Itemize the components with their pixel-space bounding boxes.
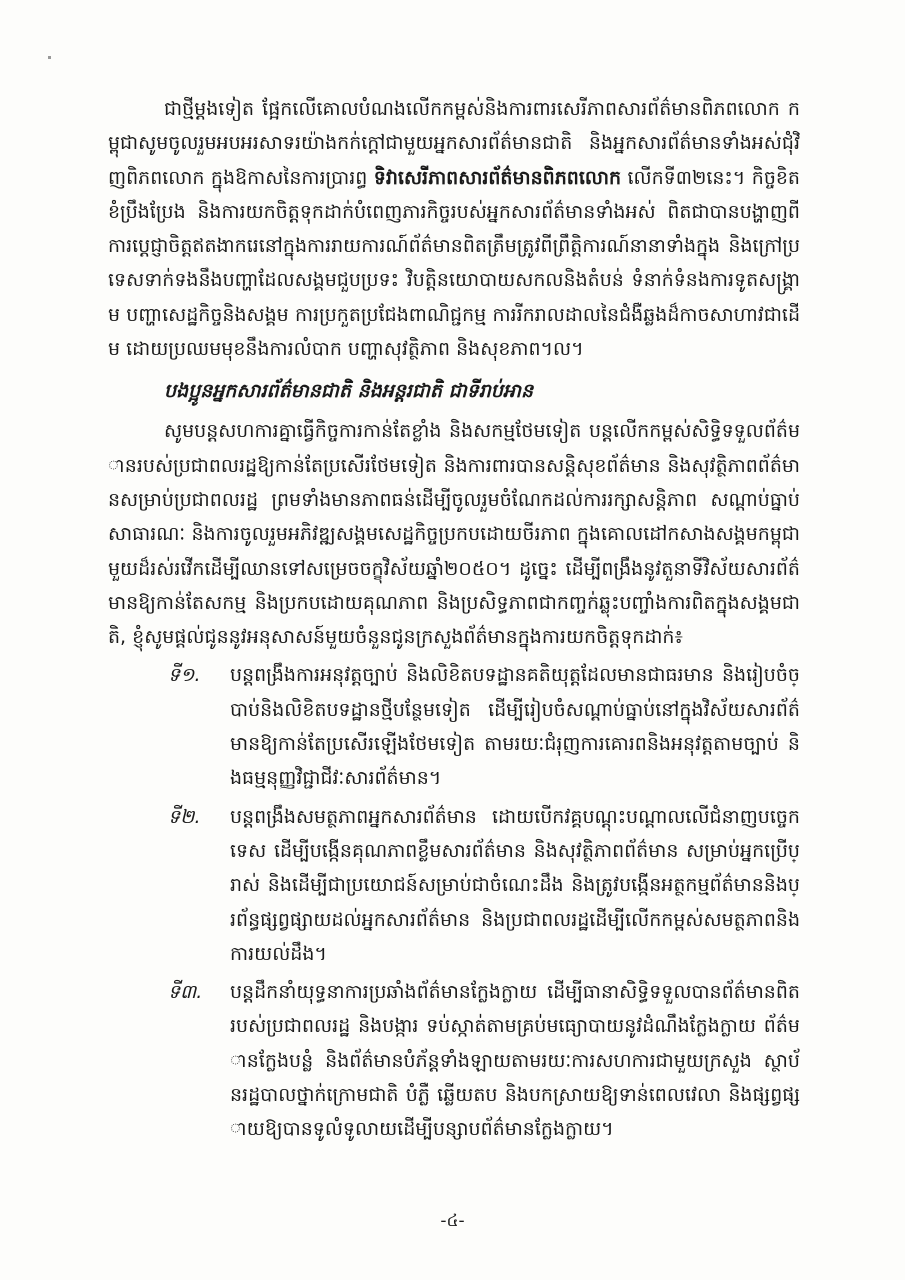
recommendation-item-2	[108, 800, 800, 971]
paragraph-intro-bold: ទិវាសេរីភាពសារព័ត៌មានពិភពលោក	[373, 166, 622, 189]
recommendation-text: បន្តពង្រឹងការអនុវត្តច្បាប់ និងលិខិតបទដ្ឋានគតិយុត្តដែលមានជាធរមាន និងរៀបចំច្បាប់និងលិខិតបទដ្ឋានថ្មីបន្ថែមទៀត ដើម្បីរៀបចំសណ្ដាប់ធ្នាប់នៅក្នុងវិស័យសារព័ត៌មានឱ្យកាន់តែប្រសើរឡើងថែមទៀត តាមរយៈជំរុញការគោរពនិងអនុវត្តតាមច្បាប់ និងធម្មនុញ្ញវិជ្ជាជីវៈសារព័ត៌មាន។	[230, 664, 800, 790]
scan-speck	[48, 56, 51, 59]
recommendation-text: បន្តដឹកនាំយុទ្ធនាការប្រឆាំងព័ត៌មានក្លែងក្លាយ ដើម្បីធានាសិទ្ធិទទួលបានព័ត៌មានពិតរបស់ប្រជាពលរដ្ឋ និងបង្ការ ទប់ស្កាត់តាមគ្រប់មធ្យោបាយនូវដំណឹងក្លែងក្លាយ ព័ត៌មានក្លែងបន្លំ និងព័ត៌មានបំភ័ន្តទាំងឡាយតាមរយៈការសហការជាមួយក្រសួង ស្ថាប័នរដ្ឋបាលថ្នាក់ក្រោមជាតិ បំភ្លឺ ឆ្លើយតប និងបកស្រាយឱ្យទាន់ពេលវេលា និងផ្សព្វផ្សាយឱ្យបានទូលំទូលាយដើម្បីបន្សាបព័ត៌មានក្លែងក្លាយ។	[230, 981, 800, 1141]
section-heading: បងប្អូនអ្នកសារព័ត៌មានជាតិ និងអន្តរជាតិ ជាទីរាប់អាន	[164, 380, 534, 403]
recommendation-text: បន្តពង្រឹងសមត្ថភាពអ្នកសារព័ត៌មាន ដោយបើកវគ្គបណ្ដុះបណ្ដាលលើជំនាញបច្ចេកទេស ដើម្បីបង្កើនគុណភាពខ្លឹមសារព័ត៌មាន និងសុវត្ថិភាពព័ត៌មាន សម្រាប់អ្នកប្រើប្រាស់ និងដើម្បីជាប្រយោជន៍សម្រាប់ជាចំណេះដឹង និងត្រូវបង្កើនអត្ថកម្មព័ត៌មាននិងប្រព័ន្ធផ្សព្វផ្សាយដល់អ្នកសារព័ត៌មាន និងប្រជាពលរដ្ឋដើម្បីលើកកម្ពស់សមត្ថភាពនិងការយល់ដឹង។	[230, 805, 800, 965]
paragraph-intro	[108, 92, 800, 366]
recommendation-item-3	[108, 975, 800, 1146]
document-body	[108, 92, 800, 1151]
recommendation-item-1	[108, 658, 800, 795]
recommendation-number: ទី៣.	[168, 981, 203, 1004]
recommendation-number: ទី១.	[168, 664, 201, 687]
paragraph-appeal: សូមបន្តសហការគ្នាធ្វើកិច្ចការកាន់តែខ្លាំង និងសកម្មថែមទៀត បន្តលើកកម្ពស់សិទ្ធិទទួលព័ត៌មានរបស់ប្រជាពលរដ្ឋឱ្យកាន់តែប្រសើរថែមទៀត និងការពារបានសន្តិសុខព័ត៌មាន និងសុវត្ថិភាពព័ត៌មានសម្រាប់ប្រជាពលរដ្ឋ ព្រមទាំងមានភាពធន់ដើម្បីចូលរួមចំណែកដល់ការរក្សាសន្តិភាព សណ្ដាប់ធ្នាប់សាធារណៈ និងការចូលរួមអភិវឌ្ឍសង្គមសេដ្ឋកិច្ចប្រកបដោយចីរភាព ក្នុងគោលដៅកសាងសង្គមកម្ពុជាមួយដ៏រស់រវើកដើម្បីឈានទៅសម្រេចចក្ខុវិស័យឆ្នាំ២០៥០។ ដូច្នេះ ដើម្បីពង្រឹងនូវតួនាទីវិស័យសារព័ត៌មានឱ្យកាន់តែសកម្ម និងប្រកបដោយគុណភាព និងប្រសិទ្ធភាពជាកញ្ចក់ឆ្លុះបញ្ចាំងការពិតក្នុងសង្គមជាតិ, ខ្ញុំសូមផ្ដល់ជូននូវអនុសាសន៍មួយចំនួនជូនក្រសួងព័ត៌មានក្នុងការយកចិត្តទុកដាក់៖	[108, 420, 800, 649]
paragraph-intro-part1: ជាថ្មីម្ដងទៀត ផ្អែកលើគោលបំណងលើកកម្ពស់និងការពារសេរីភាពសារព័ត៌មានពិភពលោក កម្ពុជាសូមចូលរួមអបអរសាទរយ៉ាងកក់ក្តៅជាមួយអ្នកសារព័ត៌មានជាតិ និងអ្នកសារព័ត៌មានទាំងអស់ជុំវិញពិភពលោក ក្នុងឱកាសនៃការប្រារព្ធ	[108, 98, 800, 189]
page-number: -៤-	[440, 1211, 465, 1231]
paragraph-intro-part2: លើកទី៣២នេះ។ កិច្ចខិតខំប្រឹងប្រែង និងការយកចិត្តទុកដាក់បំពេញភារកិច្ចរបស់អ្នកសារព័ត៌មានទាំងអស់ ពិតជាបានបង្ហាញពីការប្តេជ្ញាចិត្តឥតងាករេនៅក្នុងការរាយការណ៍ព័ត៌មានពិតត្រឹមត្រូវពីព្រឹត្តិការណ៍នានាទាំងក្នុង និងក្រៅប្រទេសទាក់ទងនឹងបញ្ហាដែលសង្គមជួបប្រទះ វិបត្តិនយោបាយសកលនិងតំបន់ ទំនាក់ទំនងការទូតសង្គ្រាម បញ្ហាសេដ្ឋកិច្ចនិងសង្គម ការប្រកួតប្រជែងពាណិជ្ជកម្ម ការរីករាលដាលនៃជំងឺឆ្លងដ៏កាចសាហាវជាដើម ដោយប្រឈមមុខនឹងការលំបាក បញ្ហាសុវត្ថិភាព និងសុខភាព។ល។	[108, 166, 800, 361]
recommendation-number: ទី២.	[168, 805, 201, 828]
